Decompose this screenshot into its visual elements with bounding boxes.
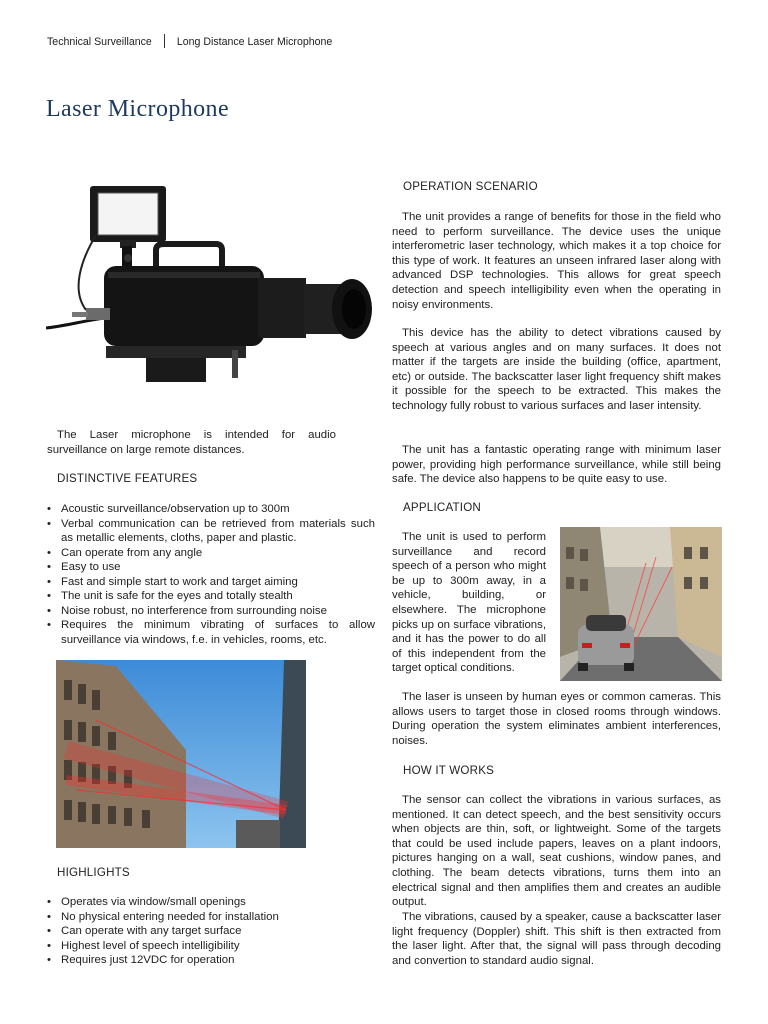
highlight-item: • Highest level of speech intelligibility [47,939,375,954]
feature-item: • Noise robust, no interference from surrounding noise [47,604,375,619]
feature-item: • Acoustic surveillance/observation up to 300m [47,502,375,517]
operation-paragraph-3: The unit has a fantastic operating range with minimum laser power, providing high performance surveillance, while still being safe. The device also happens to be quite easy to use. [392,444,721,486]
feature-item: • The unit is safe for the eyes and totally stealth [47,589,375,604]
feature-item: • Fast and simple start to work and target aiming [47,575,375,590]
header-product: Long Distance Laser Microphone [176,36,333,48]
highlight-item: • No physical entering needed for installation [47,910,375,925]
feature-item: • Requires the minimum vibrating of surfaces to allow surveillance via windows, f.e. in vehicles, rooms, etc. [47,618,375,647]
how-heading: HOW IT WORKS [403,764,495,777]
application-paragraph-2: The laser is unseen by human eyes or common cameras. This allows users to target those in closed rooms through windows. During operation the system eliminates ambient interferences, noises. [392,691,721,747]
highlights-list [47,895,375,968]
application-paragraph-1: The unit is used to perform surveillance and record speech of a person who might be up to 300m away, in a vehicle, building, or elsewhere. The microphone picks up on surface vibrations, and it has the power to do all of this independent from the target optical conditions. [392,531,546,675]
application-heading: APPLICATION [403,501,482,514]
header-section: Technical Surveillance [47,36,152,48]
page-title: Laser Microphone [46,96,230,122]
feature-item: • Verbal communication can be retrieved from materials such as metallic elements, cloths, paper and plastic. [47,517,375,546]
features-heading: DISTINCTIVE FEATURES [57,472,198,485]
laser-microphone-device-image [46,180,378,382]
highlight-item: • Operates via window/small openings [47,895,375,910]
header-divider [164,34,165,48]
highlight-item: • Can operate with any target surface [47,924,375,939]
building-laser-image [56,660,306,848]
street-car-image [560,527,722,681]
page-header [47,34,332,48]
features-list [47,502,375,647]
intro-paragraph: The Laser microphone is intended for audio surveillance on large remote distances. [47,429,336,456]
how-paragraph-1: The sensor can collect the vibrations in various surfaces, as mentioned. It can detect speech, and the best sensitivity occurs when objects are thin, soft, or lightweight. Some of the targets that could be used include papers, leaves on a plant indoors, pictures hanging on a wall, seat cushions, window panes, and clothing. The beam detects vibrations, turns them into an electrical signal and then amplifies them and creates an audible output. [392,794,721,909]
feature-item: • Can operate from any angle [47,546,375,561]
operation-paragraph-1: The unit provides a range of benefits for those in the field who need to perform surveillance. The device uses the unique interferometric laser technology, which makes it a top choice for this type of work. It features an unseen infrared laser along with advanced DSP technologies. This allows for great speech detection and speech intelligibility even when the operating in noisy environments. [392,211,721,311]
operation-paragraph-2: This device has the ability to detect vibrations caused by speech at various angles and on many surfaces. It does not matter if the targets are inside the building (office, apartment, etc) or outside. The backscatter laser light frequency shift makes it possible for the speech to be extracted. This makes the technology fully robust to various surfaces and laser intensity. [392,327,721,412]
how-paragraph-2: The vibrations, caused by a speaker, cause a backscatter laser light frequency (Doppler) shift. This shift is then extracted from the laser light. After that, the signal will pass through decoding and convertion to standard audio signal. [392,911,721,967]
feature-item: • Easy to use [47,560,375,575]
operation-heading: OPERATION SCENARIO [403,180,538,193]
highlights-heading: HIGHLIGHTS [57,866,130,879]
highlight-item: • Requires just 12VDC for operation [47,953,375,968]
